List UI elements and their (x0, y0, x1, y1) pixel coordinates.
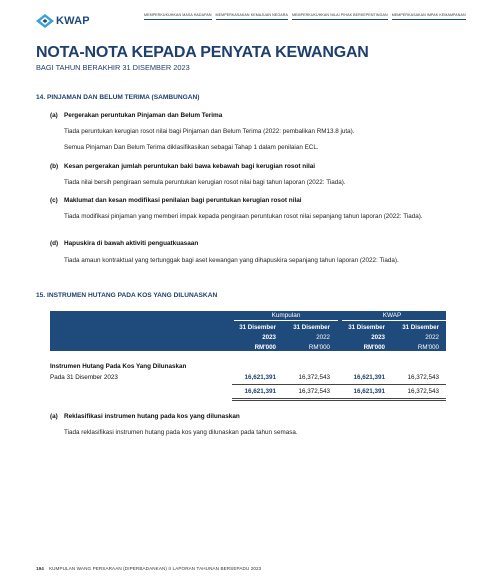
column-header-2 (278, 323, 330, 353)
nav-item-2[interactable]: MEMPERKASAKAN KEMAJUAN NEGARA (216, 13, 288, 20)
table-total-cell: 16,372,543 (298, 388, 330, 395)
column-date: 31 Disember (239, 324, 276, 331)
item-title: Kesan pergerakan jumlah peruntukan baki bawa kebawah bagi kerugian rosot nilai (64, 163, 316, 170)
item-14a-para-2: Semua Pinjaman Dan Belum Terima diklasifikasikan sebagai Tahap 1 dalam penilaian ECL. (64, 144, 319, 151)
column-header-3 (333, 323, 385, 353)
item-14c-heading (50, 197, 302, 204)
group-kwap: KWAP (382, 312, 402, 319)
total-rule-2 (232, 400, 446, 401)
page-number: 194 (36, 566, 44, 571)
table-cell: 16,372,543 (407, 374, 439, 381)
page-title: NOTA-NOTA KEPADA PENYATA KEWANGAN (36, 44, 369, 61)
total-rule-1 (232, 398, 446, 399)
footer-text: KUMPULAN WANG PERSARAAN (DIPERBADANKAN) II LAPORAN TAHUNAN BERSEPADU 2023 (48, 566, 262, 571)
item-tag: (c) (50, 197, 58, 204)
page-footer (36, 566, 261, 571)
table-total-cell: 16,621,391 (353, 388, 385, 395)
column-header-1 (224, 323, 276, 353)
table-row-heading: Instrumen Hutang Pada Kos Yang Dilunaskan (50, 363, 187, 370)
item-tag: (b) (50, 163, 59, 170)
item-title: Pergerakan peruntukan Pinjaman dan Belum Terima (64, 112, 223, 119)
item-14b-para: Tiada nilai bersih pengiraan semula peruntukan kerugian rosot nilai bagi tahun laporan (2022: Tiada). (64, 179, 346, 186)
column-year: 2022 (316, 334, 330, 341)
column-date: 31 Disember (293, 324, 330, 331)
table-total-cell: 16,621,391 (244, 388, 276, 395)
nav-item-3[interactable]: MEMPERKUKUHKAN NILAI PIHAK BERKEPENTINGAN (292, 13, 388, 20)
column-date: 31 Disember (402, 324, 439, 331)
item-tag: (a) (50, 112, 58, 119)
column-unit: RM'000 (417, 344, 439, 351)
item-title: Maklumat dan kesan modifikasi penilaian bagi peruntukan kerugian rosot nilai (64, 197, 302, 204)
group-divider-kumpulan (234, 320, 338, 321)
item-14d-heading (50, 240, 198, 247)
group-kumpulan: Kumpulan (271, 312, 301, 319)
column-date: 31 Disember (348, 324, 385, 331)
item-14a-heading (50, 112, 222, 119)
nav-item-1[interactable]: MEMPERKUKUHKAN MASA HADAPAN (144, 13, 212, 20)
column-unit: RM'000 (363, 344, 385, 351)
subtotal-rule (232, 384, 446, 385)
item-tag: (d) (50, 240, 59, 247)
column-unit: RM'000 (254, 344, 276, 351)
logo-text: KWAP (56, 15, 90, 27)
item-14b-heading (50, 163, 315, 170)
item-14a-para-1: Tiada peruntukan kerugian rosot nilai bagi Pinjaman dan Belum Terima (2022: pembalikan RM13.8 juta). (64, 128, 355, 135)
item-14c-para: Tiada modifikasi pinjaman yang memberi impak kepada pengiraan peruntukan rosot nilai sepanjang tahun laporan (2022: Tiada). (64, 213, 423, 220)
column-year: 2023 (262, 334, 276, 341)
table-cell: 16,621,391 (244, 374, 276, 381)
column-header-4 (387, 323, 439, 353)
top-navigation (144, 13, 466, 20)
group-divider-kwap (342, 320, 446, 321)
column-unit: RM'000 (308, 344, 330, 351)
column-year: 2023 (371, 334, 385, 341)
kwap-logo-icon (36, 14, 54, 28)
kwap-logo[interactable] (36, 14, 90, 28)
column-year: 2022 (425, 334, 439, 341)
table-total-cell: 16,372,543 (407, 388, 439, 395)
table-row-label: Pada 31 Disember 2023 (50, 374, 118, 381)
table-cell: 16,372,543 (298, 374, 330, 381)
section-14-heading: 14. PINJAMAN DAN BELUM TERIMA (SAMBUNGAN) (36, 94, 200, 101)
item-15a-para: Tiada reklasifikasi instrumen hutang pada kos yang dilunaskan pada tahun semasa. (64, 429, 298, 436)
table-cell: 16,621,391 (353, 374, 385, 381)
item-15a-heading (50, 413, 240, 420)
item-tag: (a) (50, 413, 58, 420)
page-subtitle: BAGI TAHUN BERAKHIR 31 DISEMBER 2023 (36, 63, 190, 72)
nav-item-4[interactable]: MEMPERKASAKAN IMPAK KEMAMPANAN (392, 13, 466, 20)
section-15-heading: 15. INSTRUMEN HUTANG PADA KOS YANG DILUNASKAN (36, 292, 218, 299)
item-14d-para: Tiada amaun kontraktual yang tertunggak bagi aset kewangan yang dihapuskira sepanjang tahun laporan (2022: Tiada). (64, 257, 399, 264)
item-title: Reklasifikasi instrumen hutang pada kos yang dilunaskan (64, 413, 240, 420)
item-title: Hapuskira di bawah aktiviti penguatkuasaan (64, 240, 199, 247)
